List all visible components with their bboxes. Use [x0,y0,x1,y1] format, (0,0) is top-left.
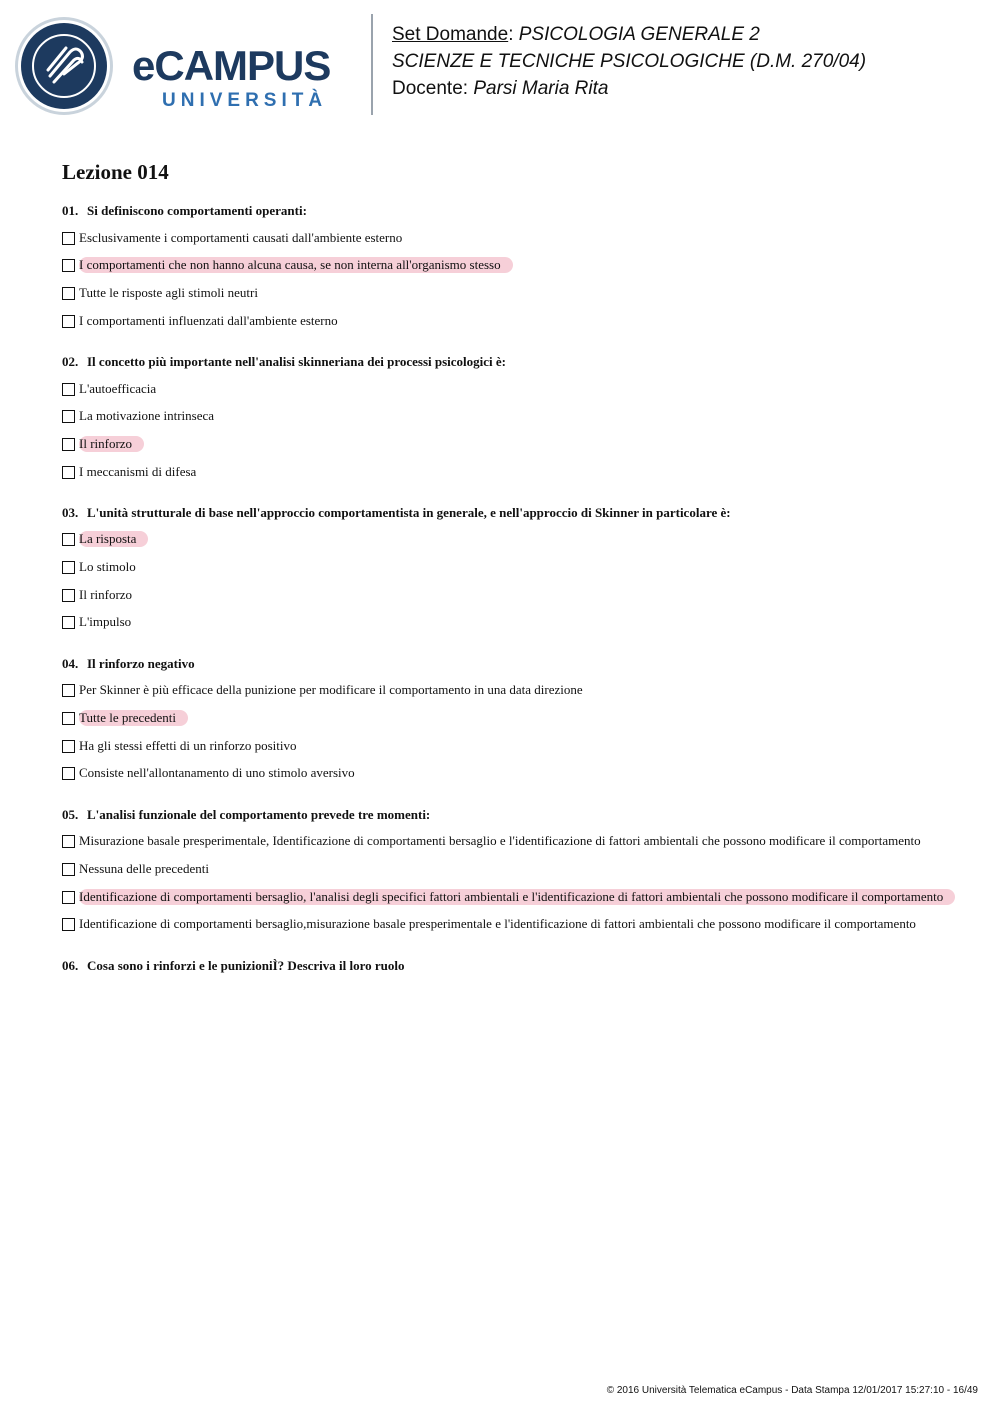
question-text: Il concetto più importante nell'analisi skinneriana dei processi psicologici è: [87,354,507,369]
answer-text: L'autoefficacia [79,381,157,396]
answer-text: La risposta [79,531,148,547]
answer-checkbox[interactable] [62,383,75,396]
question-text: Si definiscono comportamenti operanti: [87,203,307,218]
answer-text: Identificazione di comportamenti bersaglio,misurazione basale presperimentale e l'identificazione di fattori ambientali che possono modificare il comportamento [79,916,916,931]
question-text: L'analisi funzionale del comportamento prevede tre momenti: [87,807,431,822]
question-number: 02. [62,354,79,369]
answer-checkbox[interactable] [62,315,75,328]
question-number: 06. [62,958,79,973]
answer-option[interactable] [62,558,140,576]
answer-option[interactable] [62,284,262,302]
answer-text: Il rinforzo [79,587,133,602]
answer-checkbox[interactable] [62,533,75,546]
header-line-set: Set Domande: PSICOLOGIA GENERALE 2 [392,24,760,45]
answer-checkbox[interactable] [62,740,75,753]
question-01 [62,203,307,219]
answer-option[interactable] [62,737,300,755]
answer-checkbox[interactable] [62,767,75,780]
answer-option[interactable] [62,681,587,699]
answer-option[interactable] [62,764,359,782]
question-05 [62,807,430,823]
university-seal-logo [14,16,114,116]
document-header [392,21,866,102]
answer-option[interactable] [62,613,135,631]
answer-text: Il rinforzo [79,436,144,452]
answer-text: Per Skinner è più efficace della punizione per modificare il comportamento in una data direzione [79,682,583,697]
answer-checkbox[interactable] [62,438,75,451]
answer-checkbox[interactable] [62,863,75,876]
answer-text: I comportamenti che non hanno alcuna causa, se non interna all'organismo stesso [79,257,513,273]
brand-subname: UNIVERSITÀ [162,90,328,111]
ecampus-wordmark [132,40,356,112]
answer-text: Misurazione basale presperimentale, Identificazione di comportamenti bersaglio e l'identificazione di fattori ambientali che possono modificare il comportamento [79,833,921,848]
answer-text: Tutte le risposte agli stimoli neutri [79,285,258,300]
answer-checkbox[interactable] [62,835,75,848]
brand-name: eCAMPUS [132,42,331,89]
answer-text: La motivazione intrinseca [79,408,215,423]
answer-option[interactable] [62,832,925,850]
answer-option[interactable] [62,915,920,933]
answer-text: I meccanismi di difesa [79,464,197,479]
lesson-title: Lezione 014 [62,160,169,184]
answer-text: Nessuna delle precedenti [79,861,209,876]
answer-text: Consiste nell'allontanamento di uno stimolo aversivo [79,765,355,780]
answer-text: I comportamenti influenzati dall'ambiente esterno [79,313,338,328]
answer-text: Identificazione di comportamenti bersaglio, l'analisi degli specifici fattori ambientali e l'identificazione di fattori ambientali che possono modificare il comportamento [79,889,955,905]
teacher-name: Parsi Maria Rita [473,78,609,99]
answer-option-highlighted[interactable] [62,530,148,548]
answer-option[interactable] [62,860,213,878]
question-06 [62,958,405,974]
answer-text: Lo stimolo [79,559,136,574]
question-number: 03. [62,505,79,520]
question-text: Cosa sono i rinforzi e le punizioniÌ? Descriva il loro ruolo [87,958,405,973]
answer-text: L'impulso [79,614,132,629]
question-04 [62,656,195,672]
answer-text: Tutte le precedenti [79,710,188,726]
answer-option[interactable] [62,229,406,247]
answer-option-highlighted[interactable] [62,888,955,906]
answer-checkbox[interactable] [62,259,75,272]
answer-checkbox[interactable] [62,232,75,245]
question-number: 04. [62,656,79,671]
answer-text: Esclusivamente i comportamenti causati dall'ambiente esterno [79,230,403,245]
question-number: 01. [62,203,79,218]
question-text: L'unità strutturale di base nell'approccio comportamentista in generale, e nell'approccio di Skinner in particolare è: [87,505,731,520]
page-footer: © 2016 Università Telematica eCampus - Data Stampa 12/01/2017 15:27:10 - 16/49 [606,1385,978,1396]
header-divider [371,14,373,115]
question-text: Il rinforzo negativo [87,656,195,671]
answer-checkbox[interactable] [62,287,75,300]
question-02 [62,354,506,370]
answer-text: Ha gli stessi effetti di un rinforzo positivo [79,738,297,753]
answer-option-highlighted[interactable] [62,709,188,727]
question-03 [62,505,731,521]
header-line-teacher [392,75,866,102]
answer-option[interactable] [62,407,218,425]
answer-checkbox[interactable] [62,466,75,479]
answer-checkbox[interactable] [62,410,75,423]
answer-checkbox[interactable] [62,891,75,904]
degree-name: SCIENZE E TECNICHE PSICOLOGICHE (D.M. 270/04) [392,51,867,72]
question-number: 05. [62,807,79,822]
answer-option-highlighted[interactable] [62,435,144,453]
answer-checkbox[interactable] [62,561,75,574]
answer-option[interactable] [62,380,160,398]
answer-checkbox[interactable] [62,918,75,931]
set-label: Set Domande [392,24,509,45]
answer-checkbox[interactable] [62,589,75,602]
answer-checkbox[interactable] [62,712,75,725]
answer-option[interactable] [62,312,342,330]
answer-checkbox[interactable] [62,616,75,629]
answer-checkbox[interactable] [62,684,75,697]
course-name: PSICOLOGIA GENERALE 2 [518,24,760,45]
answer-option[interactable] [62,586,136,604]
answer-option-highlighted[interactable] [62,256,513,274]
answer-option[interactable] [62,463,200,481]
teacher-label: Docente: [392,78,474,99]
